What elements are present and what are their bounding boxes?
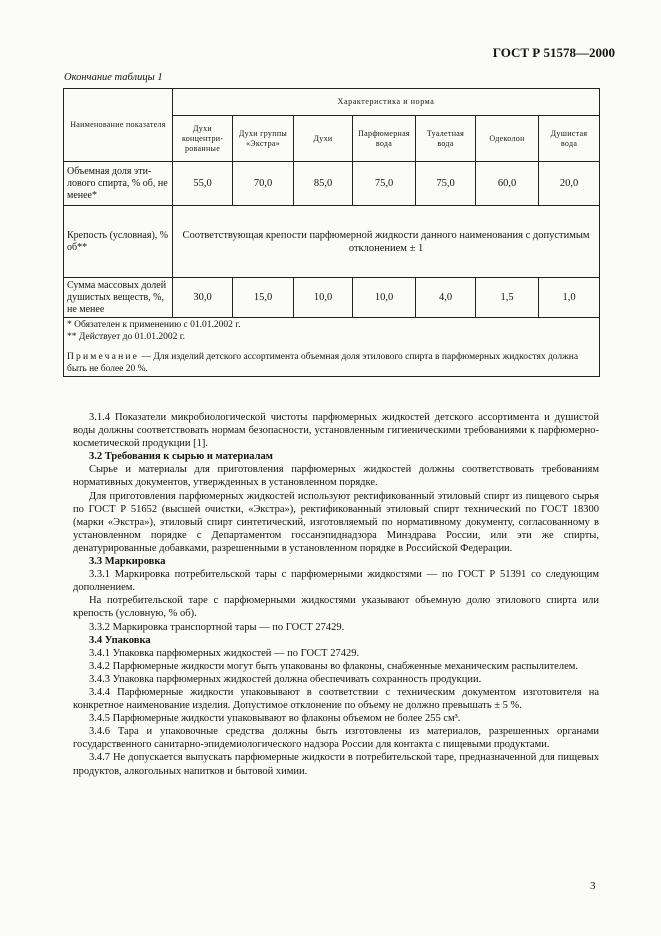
note-text: — Для изделий детского ассортимента объемная доля этилового спирта в парфюмерных жидкостях должна быть не более 20 %. bbox=[67, 352, 579, 374]
spec-table bbox=[63, 88, 600, 377]
cell-value: 15,0 bbox=[233, 278, 294, 318]
col-header: Духи группы «Экстра» bbox=[233, 116, 294, 162]
body-text bbox=[73, 411, 599, 778]
page-number: 3 bbox=[590, 880, 596, 892]
cell-value: 85,0 bbox=[294, 162, 353, 206]
paragraph: 3.4.5 Парфюмерные жидкости упаковывают во флаконы объемом не более 255 см³. bbox=[89, 713, 461, 725]
param-header: Наименование показателя bbox=[64, 89, 173, 162]
col-header: Парфюмерная вода bbox=[353, 116, 416, 162]
cell-value: 1,5 bbox=[476, 278, 539, 318]
table-row bbox=[64, 162, 600, 206]
cell-value: 30,0 bbox=[173, 278, 233, 318]
table-note bbox=[67, 351, 596, 375]
col-header: Одеколон bbox=[476, 116, 539, 162]
table-notes bbox=[64, 318, 600, 377]
col-header: Духи концентрированные bbox=[173, 116, 233, 162]
col-header: Туалетная вода bbox=[416, 116, 476, 162]
table-row bbox=[64, 206, 600, 278]
paragraph: 3.4.3 Упаковка парфюмерных жидкостей должна обеспечивать сохранность продукции. bbox=[89, 673, 482, 685]
cell-value: 70,0 bbox=[233, 162, 294, 206]
cell-value: 75,0 bbox=[416, 162, 476, 206]
cell-value: 20,0 bbox=[539, 162, 600, 206]
paragraph: 3.3.1 Маркировка потребительской тары с парфюмерными жидкостями — по ГОСТ Р 51391 со следующим дополнением. bbox=[73, 569, 599, 594]
footnote: * Обязателен к применению с 01.01.2002 г. bbox=[67, 320, 241, 330]
char-header: Характеристика и норма bbox=[173, 89, 600, 116]
merged-cell: Соответствующая крепости парфюмерной жидкости данного наименования с допустимым отклонением ± 1 bbox=[173, 206, 600, 278]
cell-value: 10,0 bbox=[294, 278, 353, 318]
cell-value: 4,0 bbox=[416, 278, 476, 318]
row-name: Сумма массовых долей душистых веществ, %, не менее bbox=[64, 278, 173, 318]
col-header: Душистая вода bbox=[539, 116, 600, 162]
paragraph: 3.4.4 Парфюмерные жидкости упаковывают в соответствии с техническим документом изготовителя на конкретное наименование изделия. Допустимое отклонение по объему не должно превышать ± 5 %. bbox=[73, 686, 599, 712]
paragraph: 3.4.7 Не допускается выпускать парфюмерные жидкости в потребительской таре, предназначенной для пищевых продуктов, алкогольных напитков и бытовой химии. bbox=[73, 752, 599, 777]
paragraph: 3.4.2 Парфюмерные жидкости могут быть упакованы во флаконы, снабженные механическим распылителем. bbox=[89, 660, 578, 672]
section-heading: 3.4 Упаковка bbox=[89, 634, 151, 646]
paragraph: Для приготовления парфюмерных жидкостей используют ректификованный этиловый спирт из пищевого сырья по ГОСТ Р 51652 (высшей очистки, «Экстра»), ректификованный этиловый спирт технический по ГОСТ 18300 (марки «Экстра»), этиловый спирт синтетический, изготовляемый по нормативному документу, согласованному в установленном порядке с Департаментом госсанэпиднадзора Минздрава России, или эти же спирты, денатурированные добавками, разрешенными в установленном порядке в Российской Федерации. bbox=[73, 490, 599, 554]
standard-header: ГОСТ Р 51578—2000 bbox=[492, 45, 615, 60]
paragraph: На потребительской таре с парфюмерными жидкостями указывают объемную долю этилового спирта или крепость (условную, % об). bbox=[73, 595, 599, 620]
paragraph: 3.4.6 Тара и упаковочные средства должны быть изготовлены из материалов, разрешенных органами государственного санитарно-эпидемиологического надзора России для контакта с пищевыми продуктами. bbox=[73, 726, 599, 751]
table-row bbox=[64, 278, 600, 318]
paragraph: Сырье и материалы для приготовления парфюмерных жидкостей должны соответствовать требованиям нормативных документов, утвержденных в установленном порядке. bbox=[73, 464, 599, 489]
row-name: Крепость (условная), % об** bbox=[64, 206, 173, 278]
cell-value: 10,0 bbox=[353, 278, 416, 318]
cell-value: 1,0 bbox=[539, 278, 600, 318]
paragraph: 3.1.4 Показатели микробиологической чистоты парфюмерных жидкостей детского ассортимента и душистой воды должны соответствовать нормам безопасности, установленным гигиеническими требованиями к парфюмерно-косметической продукции [1]. bbox=[73, 412, 599, 450]
cell-value: 60,0 bbox=[476, 162, 539, 206]
cell-value: 75,0 bbox=[353, 162, 416, 206]
note-label: Примечание bbox=[67, 352, 140, 362]
table-caption: Окончание таблицы 1 bbox=[64, 72, 163, 83]
section-heading: 3.2 Требования к сырью и материалам bbox=[89, 451, 273, 463]
paragraph: 3.3.2 Маркировка транспортной тары — по ГОСТ 27429. bbox=[89, 621, 345, 633]
paragraph: 3.4.1 Упаковка парфюмерных жидкостей — по ГОСТ 27429. bbox=[89, 647, 360, 659]
row-name: Объемная доля этилового спирта, % об, не менее* bbox=[64, 162, 173, 206]
cell-value: 55,0 bbox=[173, 162, 233, 206]
section-heading: 3.3 Маркировка bbox=[89, 556, 166, 568]
col-header: Духи bbox=[294, 116, 353, 162]
footnote: ** Действует до 01.01.2002 г. bbox=[67, 332, 185, 342]
